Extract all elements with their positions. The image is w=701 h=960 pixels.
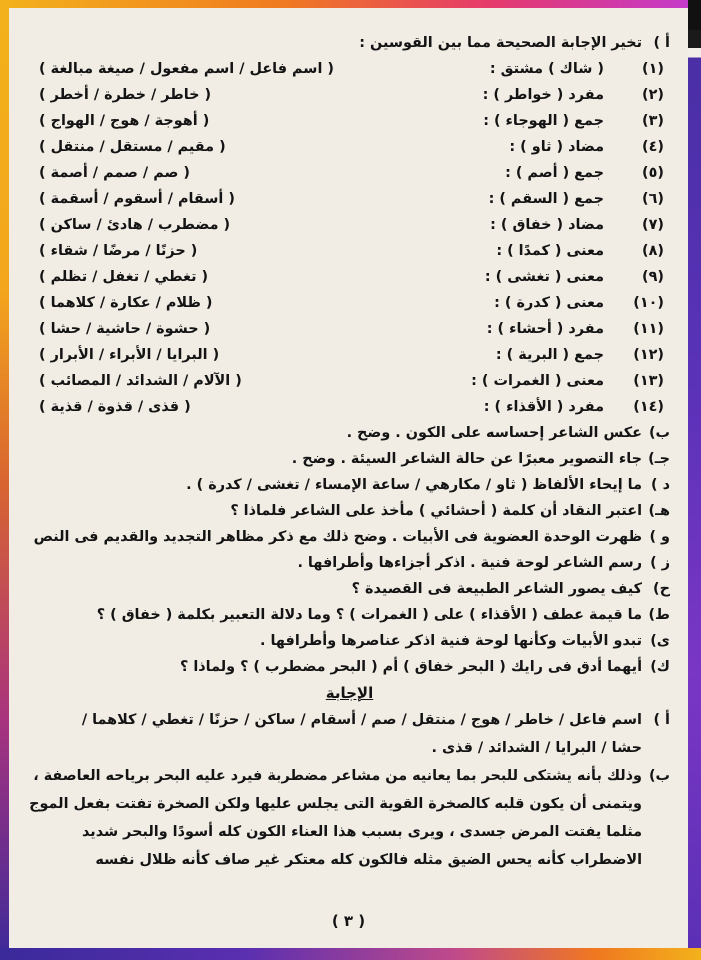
item-term: مضاد ( خفاق ) : bbox=[490, 217, 604, 233]
answer-text: مثلما يفتت المرض جسدى ، ويرى بسبب هذا العناء الكون كله أسودًا والبحر شديد bbox=[81, 824, 642, 840]
question-text: عكس الشاعر إحساسه على الكون . وضح . bbox=[346, 425, 642, 441]
item-term: مفرد ( الأقذاء ) : bbox=[483, 399, 604, 415]
item-options: ( أهوجة / هوج / الهواج ) bbox=[39, 113, 210, 129]
question-text: ما قيمة عطف ( الأقذاء ) على ( الغمرات ) ؟ وما دلالة التعبير بكلمة ( خفاق ) ؟ bbox=[96, 607, 642, 623]
answer-line bbox=[29, 706, 670, 734]
item-options: ( تغطي / تغفل / تظلم ) bbox=[39, 269, 209, 285]
answer-line bbox=[29, 762, 670, 790]
questions-list bbox=[29, 420, 670, 680]
answer-heading: الإجابة bbox=[325, 684, 374, 702]
item-term: مفرد ( أحشاء ) : bbox=[486, 321, 604, 337]
item-options: ( حزنًا / مرضًا / شقاء ) bbox=[39, 243, 198, 259]
item-options: ( مضطرب / هادئ / ساكن ) bbox=[39, 217, 231, 233]
question-tag: ب) bbox=[648, 425, 670, 441]
item-options: ( اسم فاعل / اسم مفعول / صيغة مبالغة ) bbox=[39, 61, 334, 77]
answer-tag: أ ) bbox=[653, 712, 670, 728]
question-item bbox=[29, 498, 670, 524]
mcq-item bbox=[29, 82, 670, 108]
question-tag: د ) bbox=[651, 477, 670, 493]
item-number: (٣) bbox=[642, 113, 664, 129]
mcq-item bbox=[29, 342, 670, 368]
answer-line bbox=[29, 790, 670, 818]
item-options: ( حشوة / حاشية / حشا ) bbox=[39, 321, 211, 337]
question-item bbox=[29, 420, 670, 446]
question-tag: ح) bbox=[653, 581, 670, 597]
answer-line bbox=[29, 734, 670, 762]
mcq-item bbox=[29, 316, 670, 342]
item-term: مفرد ( خواطر ) : bbox=[482, 87, 604, 103]
mcq-item bbox=[29, 264, 670, 290]
item-number: (١٤) bbox=[633, 399, 664, 415]
mcq-item bbox=[29, 160, 670, 186]
answer-text: حشا / البرايا / الشدائد / قذى . bbox=[431, 740, 642, 756]
item-options: ( أسقام / أسقوم / أسقمة ) bbox=[39, 191, 235, 207]
item-options: ( الآلام / الشدائد / المصائب ) bbox=[39, 373, 242, 389]
answer-text: اسم فاعل / خاطر / هوج / منتقل / صم / أسقام / ساكن / حزنًا / تغطي / كلاهما / bbox=[81, 712, 642, 728]
item-number: (١٣) bbox=[633, 373, 664, 389]
item-term: ( شاك ) مشتق : bbox=[489, 61, 604, 77]
question-item bbox=[29, 576, 670, 602]
mcq-item bbox=[29, 134, 670, 160]
item-options: ( قذى / قذوة / قذية ) bbox=[39, 399, 191, 415]
question-instruction: تخير الإجابة الصحيحة مما بين القوسين : bbox=[359, 35, 642, 51]
question-a-header bbox=[29, 30, 670, 56]
mcq-item bbox=[29, 108, 670, 134]
mcq-item bbox=[29, 186, 670, 212]
question-item bbox=[29, 472, 670, 498]
answer-text: ويتمنى أن يكون قلبه كالصخرة القوية التى يجلس عليها ولكن الصخرة تفتت بفعل الموج bbox=[29, 796, 642, 812]
item-term: معنى ( كدرة ) : bbox=[494, 295, 604, 311]
answer-line bbox=[29, 818, 670, 846]
right-border-cap bbox=[688, 0, 701, 30]
question-tag: جـ) bbox=[648, 451, 670, 467]
item-number: (٨) bbox=[642, 243, 664, 259]
item-number: (١٢) bbox=[633, 347, 664, 363]
answer-line bbox=[29, 846, 670, 874]
item-term: مضاد ( ثاو ) : bbox=[509, 139, 604, 155]
item-term: جمع ( أصم ) : bbox=[505, 165, 604, 181]
question-tag: أ ) bbox=[653, 35, 670, 51]
item-number: (٤) bbox=[642, 139, 664, 155]
item-term: جمع ( السقم ) : bbox=[488, 191, 604, 207]
item-number: (١) bbox=[642, 61, 664, 77]
worksheet-page bbox=[9, 8, 688, 948]
question-tag: ز ) bbox=[650, 555, 670, 571]
item-number: (٩) bbox=[642, 269, 664, 285]
question-tag: ط) bbox=[648, 607, 670, 623]
question-tag: ك) bbox=[650, 659, 670, 675]
question-tag: ى) bbox=[650, 633, 670, 649]
item-term: جمع ( الهوجاء ) : bbox=[483, 113, 604, 129]
worksheet-text bbox=[29, 30, 670, 874]
question-text: ظهرت الوحدة العضوية فى الأبيات . وضح ذلك مع ذكر مظاهر التجديد والقديم فى النص bbox=[33, 529, 642, 545]
mcq-item bbox=[29, 56, 670, 82]
item-options: ( البرايا / الأبراء / الأبرار ) bbox=[39, 347, 220, 363]
answers-list bbox=[29, 706, 670, 874]
question-tag: هـ) bbox=[648, 503, 670, 519]
item-options: ( صم / صمم / أصمة ) bbox=[39, 165, 190, 181]
page-number: ( ٣ ) bbox=[331, 912, 366, 930]
question-text: اعتبر النقاد أن كلمة ( أحشائي ) مأخذ على الشاعر فلماذا ؟ bbox=[230, 503, 642, 519]
left-border bbox=[0, 0, 9, 960]
item-options: ( مقيم / مستقل / منتقل ) bbox=[39, 139, 226, 155]
question-item bbox=[29, 628, 670, 654]
item-number: (٢) bbox=[642, 87, 664, 103]
item-number: (٦) bbox=[642, 191, 664, 207]
question-text: جاء التصوير معبرًا عن حالة الشاعر السيئة . وضح . bbox=[291, 451, 642, 467]
top-border bbox=[0, 0, 701, 8]
question-item bbox=[29, 654, 670, 680]
question-text: كيف يصور الشاعر الطبيعة فى القصيدة ؟ bbox=[351, 581, 642, 597]
question-text: ما إيحاء الألفاظ ( ثاو / مكارهي / ساعة الإمساء / تغشى / كدرة ) . bbox=[186, 477, 642, 493]
item-options: ( خاطر / خطرة / أخطر ) bbox=[39, 87, 212, 103]
item-term: جمع ( البرية ) : bbox=[495, 347, 604, 363]
item-term: معنى ( تغشى ) : bbox=[484, 269, 604, 285]
item-number: (١٠) bbox=[633, 295, 664, 311]
question-text: رسم الشاعر لوحة فنية . اذكر أجزاءها وأطرافها . bbox=[297, 555, 642, 571]
mcq-item bbox=[29, 212, 670, 238]
question-text: أيهما أدق فى رايك ( البحر خفاق ) أم ( البحر مضطرب ) ؟ ولماذا ؟ bbox=[179, 659, 642, 675]
item-term: معنى ( كمدًا ) : bbox=[496, 243, 604, 259]
answer-text: وذلك بأنه يشتكى للبحر بما يعانيه من مشاعر مضطربة فيرد عليه البحر برياحه العاصفة ، bbox=[33, 768, 642, 784]
question-item bbox=[29, 524, 670, 550]
question-item bbox=[29, 550, 670, 576]
item-number: (١١) bbox=[633, 321, 664, 337]
mcq-item bbox=[29, 290, 670, 316]
question-tag: و ) bbox=[649, 529, 670, 545]
mcq-list bbox=[29, 56, 670, 420]
mcq-item bbox=[29, 238, 670, 264]
mcq-item bbox=[29, 368, 670, 394]
question-item bbox=[29, 446, 670, 472]
bottom-border bbox=[0, 948, 701, 960]
mcq-item bbox=[29, 394, 670, 420]
item-number: (٥) bbox=[642, 165, 664, 181]
answer-tag: ب) bbox=[648, 768, 670, 784]
question-item bbox=[29, 602, 670, 628]
right-border bbox=[688, 0, 701, 960]
item-number: (٧) bbox=[642, 217, 664, 233]
question-text: تبدو الأبيات وكأنها لوحة فنية اذكر عناصرها وأطرافها . bbox=[260, 633, 642, 649]
answer-text: الاضطراب كأنه يحس الضيق مثله فالكون كله معتكر غير صاف كأنه ظلال نفسه bbox=[95, 852, 642, 868]
item-options: ( ظلام / عكارة / كلاهما ) bbox=[39, 295, 213, 311]
item-term: معنى ( الغمرات ) : bbox=[471, 373, 604, 389]
